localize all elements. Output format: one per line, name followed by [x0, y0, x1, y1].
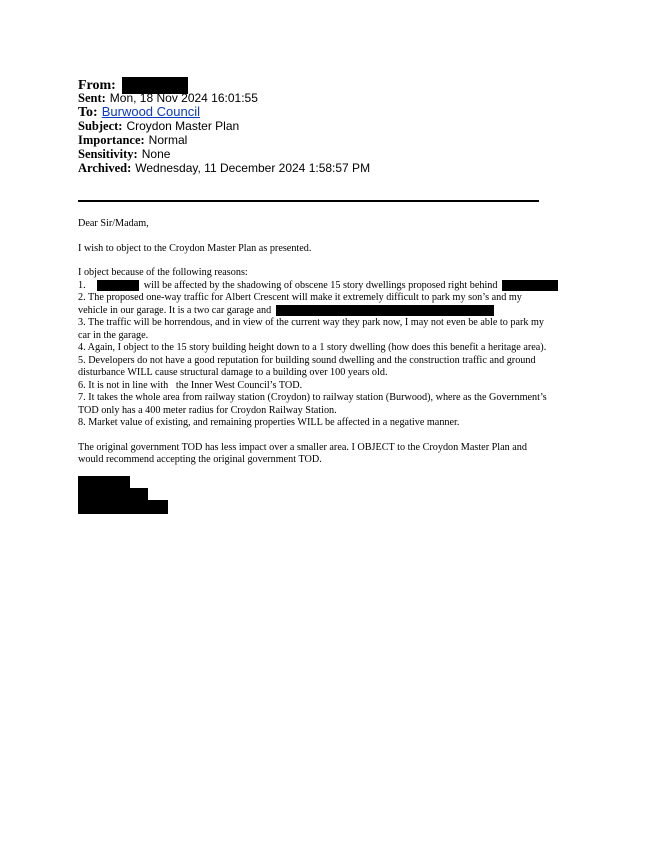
- reason-1: [78, 280, 578, 293]
- from-row: [78, 77, 578, 94]
- reason-6: 6. It is not in line with the Inner West Council’s TOD.: [78, 379, 303, 391]
- sent-label: Sent:: [78, 91, 106, 105]
- reason-2-line-2: [78, 305, 578, 318]
- to-label: To:: [78, 105, 98, 120]
- reason-4: 4. Again, I object to the 15 story building height down to a 1 story dwelling (how does this benefit a heritage area).: [78, 342, 547, 353]
- greeting: Dear Sir/Madam,: [78, 218, 149, 229]
- importance-label: Importance:: [78, 133, 145, 147]
- reason-5-line-2: disturbance WILL cause structural damage to a building over 100 years old.: [78, 367, 388, 378]
- to-row: [78, 105, 578, 119]
- redacted-text: [502, 280, 558, 291]
- reason-1-number: 1.: [78, 279, 86, 291]
- email-header: [78, 77, 578, 175]
- sent-row: [78, 91, 578, 105]
- reason-2-line-1: 2. The proposed one-way traffic for Albert Crescent will make it extremely difficult to park my son’s and my: [78, 292, 522, 303]
- reason-7-line-2: TOD only has a 400 meter radius for Croydon Railway Station.: [78, 404, 337, 416]
- sensitivity-row: [78, 147, 578, 161]
- closing-line-1: The original government TOD has less impact over a smaller area. I OBJECT to the Croydon Master Plan and: [78, 441, 527, 453]
- sent-value: Mon, 18 Nov 2024 16:01:55: [109, 91, 258, 105]
- closing-line-2: would recommend accepting the original government TOD.: [78, 454, 322, 465]
- reason-3-line-1: 3. The traffic will be horrendous, and in view of the current way they park now, I may not even be able to park my: [78, 317, 545, 328]
- subject-label: Subject:: [78, 119, 123, 133]
- subject-value: Croydon Master Plan: [126, 119, 240, 133]
- archived-row: [78, 161, 578, 175]
- email-body: [78, 218, 578, 467]
- redacted-text: [97, 280, 139, 291]
- intro-paragraph: I wish to object to the Croydon Master Plan as presented.: [78, 242, 312, 254]
- reason-1-text: will be affected by the shadowing of obscene 15 story dwellings proposed right behind: [143, 279, 498, 291]
- archived-value: Wednesday, 11 December 2024 1:58:57 PM: [135, 161, 371, 175]
- reasons-intro: I object because of the following reasons:: [78, 267, 248, 278]
- header-divider: [78, 200, 539, 202]
- reason-5-line-1: 5. Developers do not have a good reputation for building sound dwelling and the construction traffic and ground: [78, 354, 536, 366]
- sensitivity-value: None: [141, 147, 171, 161]
- importance-value: Normal: [148, 133, 188, 147]
- redacted-text: [276, 305, 494, 316]
- sensitivity-label: Sensitivity:: [78, 147, 138, 161]
- importance-row: [78, 133, 578, 147]
- from-label: From:: [78, 78, 116, 94]
- reason-7-line-1: 7. It takes the whole area from railway station (Croydon) to railway station (Burwood), where as the Government’s: [78, 392, 547, 403]
- reason-8: 8. Market value of existing, and remaining properties WILL be affected in a negative manner.: [78, 417, 460, 428]
- redacted-signature: [78, 476, 168, 514]
- subject-row: [78, 119, 578, 133]
- to-link[interactable]: Burwood Council: [101, 104, 200, 119]
- reason-2-text: vehicle in our garage. It is a two car garage and: [78, 304, 272, 316]
- archived-label: Archived:: [78, 161, 132, 175]
- reason-3-line-2: car in the garage.: [78, 329, 149, 341]
